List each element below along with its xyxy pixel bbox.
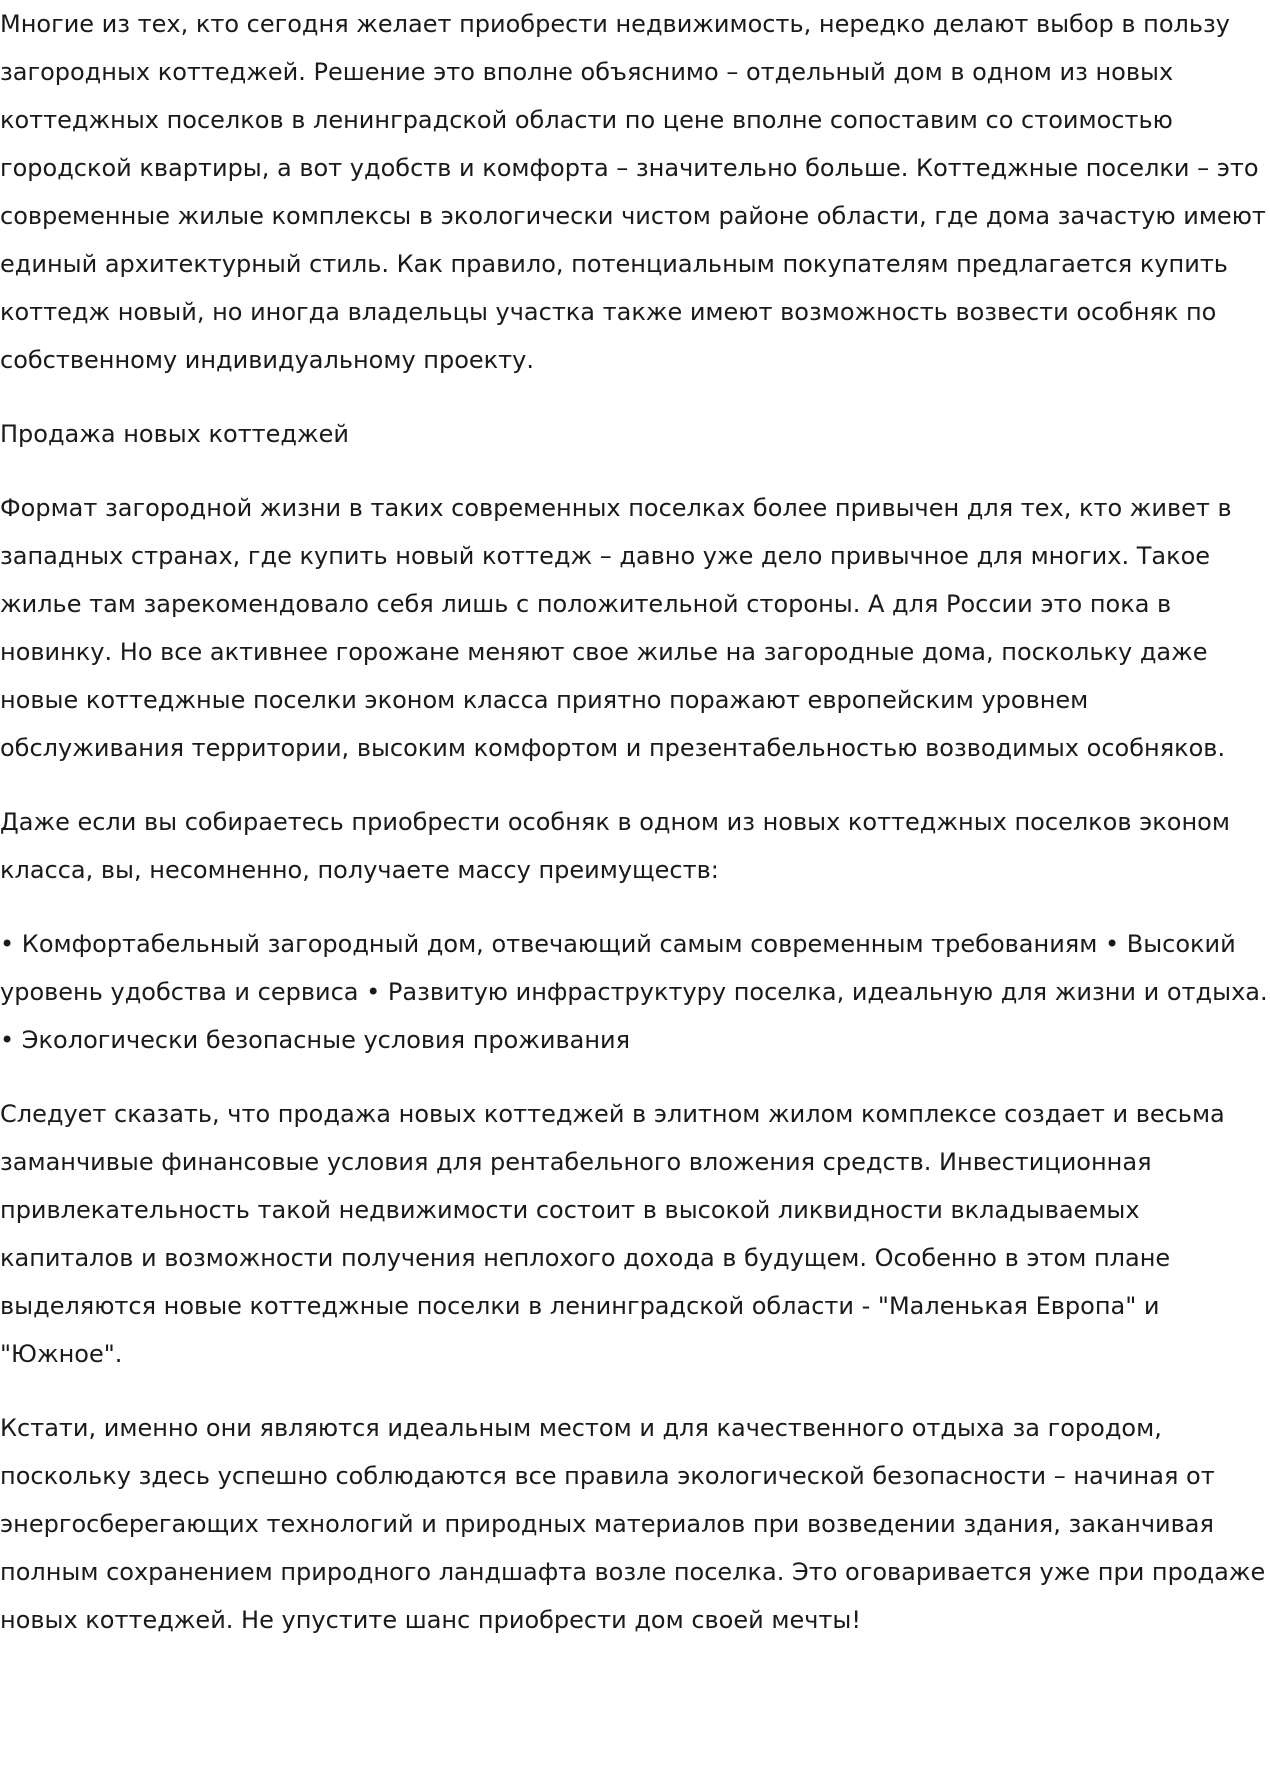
section-heading: Продажа новых коттеджей [0,420,350,448]
intro-paragraph: Многие из тех, кто сегодня желает приобрести недвижимость, нередко делают выбор в пользу загородных коттеджей. Решение это вполне объяснимо – отдельный дом в одном из новых коттеджных поселков в ленинградской области по цене вполне сопоставим со стоимостью городской квартиры, а вот удобств и комфорта – значительно больше. Коттеджные поселки – это современные жилые комплексы в экологически чистом районе области, где дома зачастую имеют единый архитектурный стиль. Как правило, потенциальным покупателям предлагается купить коттедж новый, но иногда владельцы участка также имеют возможность возвести особняк по собственному индивидуальному проекту. [0,10,1266,374]
investment-paragraph: Следует сказать, что продажа новых коттеджей в элитном жилом комплексе создает и весьма заманчивые финансовые условия для рентабельного вложения средств. Инвестиционная привлекательность такой недвижимости состоит в высокой ликвидности вкладываемых капиталов и возможности получения неплохого дохода в будущем. Особенно в этом плане выделяются новые коттеджные поселки в ленинградской области - "Маленькая Европа" и "Южное". [0,1100,1225,1368]
benefits-intro-paragraph: Даже если вы собираетесь приобрести особняк в одном из новых коттеджных поселков эконом класса, вы, несомненно, получаете массу преимуществ: [0,808,1230,884]
closing-paragraph: Кстати, именно они являются идеальным местом и для качественного отдыха за городом, поскольку здесь успешно соблюдаются все правила экологической безопасности – начиная от энергосберегающих технологий и природных материалов при возведении здания, заканчивая полным сохранением природного ландшафта возле поселка. Это оговаривается уже при продаже новых коттеджей. Не упустите шанс приобрести дом своей мечты! [0,1414,1266,1634]
format-paragraph: Формат загородной жизни в таких современных поселках более привычен для тех, кто живет в западных странах, где купить новый коттедж – давно уже дело привычное для многих. Такое жилье там зарекомендовало себя лишь с положительной стороны. А для России это пока в новинку. Но все активнее горожане меняют свое жилье на загородные дома, поскольку даже новые коттеджные поселки эконом класса приятно поражают европейским уровнем обслуживания территории, высоким комфортом и презентабельностью возводимых особняков. [0,494,1232,762]
benefits-list: • Комфортабельный загородный дом, отвечающий самым современным требованиям • Высокий уровень удобства и сервиса • Развитую инфраструктуру поселка, идеальную для жизни и отдыха. • Экологически безопасные условия проживания [0,930,1268,1054]
